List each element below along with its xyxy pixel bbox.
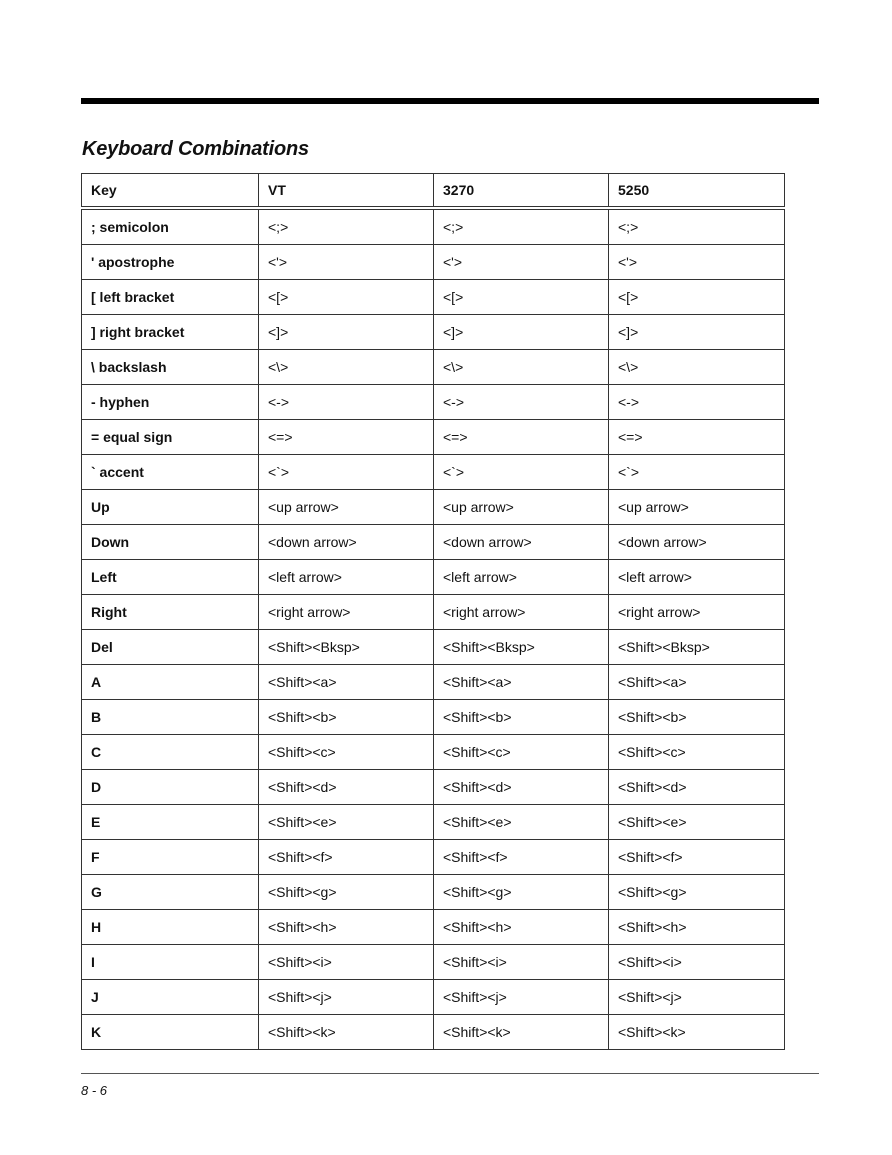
- cell-3270: <`>: [434, 455, 609, 490]
- cell-5250: <Shift><h>: [609, 910, 785, 945]
- key-cell: D: [82, 770, 259, 805]
- vt-cell: <right arrow>: [259, 595, 434, 630]
- vt-cell: <Shift><e>: [259, 805, 434, 840]
- vt-cell: <\>: [259, 350, 434, 385]
- vt-cell: <Shift><c>: [259, 735, 434, 770]
- cell-5250: <]>: [609, 315, 785, 350]
- key-cell: ` accent: [82, 455, 259, 490]
- cell-5250: <=>: [609, 420, 785, 455]
- page-number: 8 - 6: [81, 1083, 108, 1098]
- table-row: [82, 245, 785, 280]
- vt-cell: <[>: [259, 280, 434, 315]
- cell-5250: <Shift><g>: [609, 875, 785, 910]
- cell-3270: <'>: [434, 245, 609, 280]
- table-row: [82, 385, 785, 420]
- cell-5250: <Shift><j>: [609, 980, 785, 1015]
- cell-5250: <Shift><d>: [609, 770, 785, 805]
- cell-3270: <[>: [434, 280, 609, 315]
- vt-cell: <'>: [259, 245, 434, 280]
- cell-3270: <Shift><a>: [434, 665, 609, 700]
- cell-5250: <;>: [609, 208, 785, 245]
- key-cell: J: [82, 980, 259, 1015]
- key-cell: Up: [82, 490, 259, 525]
- table-row: [82, 315, 785, 350]
- table-row: [82, 560, 785, 595]
- vt-cell: <Shift><k>: [259, 1015, 434, 1050]
- cell-3270: <Shift><d>: [434, 770, 609, 805]
- cell-3270: <up arrow>: [434, 490, 609, 525]
- vt-cell: <Shift><d>: [259, 770, 434, 805]
- key-cell: Del: [82, 630, 259, 665]
- key-cell: G: [82, 875, 259, 910]
- cell-3270: <Shift><h>: [434, 910, 609, 945]
- vt-cell: <Shift><j>: [259, 980, 434, 1015]
- key-cell: A: [82, 665, 259, 700]
- key-cell: ' apostrophe: [82, 245, 259, 280]
- cell-3270: <;>: [434, 208, 609, 245]
- keyboard-combinations-table: [81, 173, 785, 1050]
- vt-cell: <Shift><g>: [259, 875, 434, 910]
- vt-cell: <Shift><Bksp>: [259, 630, 434, 665]
- vt-cell: <->: [259, 385, 434, 420]
- cell-5250: <Shift><Bksp>: [609, 630, 785, 665]
- table-row: [82, 595, 785, 630]
- table-row: [82, 280, 785, 315]
- cell-3270: <left arrow>: [434, 560, 609, 595]
- key-cell: K: [82, 1015, 259, 1050]
- table-row: [82, 770, 785, 805]
- vt-cell: <Shift><a>: [259, 665, 434, 700]
- cell-3270: <Shift><k>: [434, 1015, 609, 1050]
- table-row: [82, 875, 785, 910]
- vt-cell: <]>: [259, 315, 434, 350]
- top-rule: [81, 98, 819, 104]
- cell-5250: <right arrow>: [609, 595, 785, 630]
- vt-cell: <up arrow>: [259, 490, 434, 525]
- key-cell: C: [82, 735, 259, 770]
- key-cell: - hyphen: [82, 385, 259, 420]
- key-cell: ; semicolon: [82, 208, 259, 245]
- cell-5250: <up arrow>: [609, 490, 785, 525]
- cell-3270: <Shift><g>: [434, 875, 609, 910]
- cell-5250: <Shift><i>: [609, 945, 785, 980]
- key-cell: B: [82, 700, 259, 735]
- table-row: [82, 840, 785, 875]
- vt-cell: <Shift><b>: [259, 700, 434, 735]
- cell-3270: <Shift><f>: [434, 840, 609, 875]
- cell-3270: <Shift><Bksp>: [434, 630, 609, 665]
- table-row: [82, 350, 785, 385]
- cell-3270: <->: [434, 385, 609, 420]
- cell-3270: <]>: [434, 315, 609, 350]
- cell-5250: <Shift><b>: [609, 700, 785, 735]
- vt-cell: <left arrow>: [259, 560, 434, 595]
- table-row: [82, 455, 785, 490]
- key-cell: \ backslash: [82, 350, 259, 385]
- cell-3270: <\>: [434, 350, 609, 385]
- table-row: [82, 665, 785, 700]
- key-cell: Left: [82, 560, 259, 595]
- cell-3270: <Shift><i>: [434, 945, 609, 980]
- cell-5250: <left arrow>: [609, 560, 785, 595]
- key-cell: = equal sign: [82, 420, 259, 455]
- key-cell: H: [82, 910, 259, 945]
- vt-cell: <Shift><i>: [259, 945, 434, 980]
- cell-3270: <=>: [434, 420, 609, 455]
- cell-5250: <'>: [609, 245, 785, 280]
- header-5250: 5250: [609, 174, 785, 209]
- vt-cell: <down arrow>: [259, 525, 434, 560]
- cell-3270: <down arrow>: [434, 525, 609, 560]
- key-cell: F: [82, 840, 259, 875]
- cell-3270: <Shift><j>: [434, 980, 609, 1015]
- vt-cell: <Shift><h>: [259, 910, 434, 945]
- key-cell: ] right bracket: [82, 315, 259, 350]
- bottom-rule: [81, 1073, 819, 1074]
- cell-5250: <\>: [609, 350, 785, 385]
- table-header-row: [82, 174, 785, 209]
- table-row: [82, 1015, 785, 1050]
- header-key: Key: [82, 174, 259, 209]
- key-cell: [ left bracket: [82, 280, 259, 315]
- key-cell: Down: [82, 525, 259, 560]
- cell-5250: <[>: [609, 280, 785, 315]
- cell-3270: <right arrow>: [434, 595, 609, 630]
- cell-5250: <Shift><k>: [609, 1015, 785, 1050]
- section-title: Keyboard Combinations: [82, 138, 309, 160]
- table-row: [82, 420, 785, 455]
- table-row: [82, 630, 785, 665]
- vt-cell: <`>: [259, 455, 434, 490]
- table-row: [82, 208, 785, 245]
- cell-5250: <->: [609, 385, 785, 420]
- cell-5250: <down arrow>: [609, 525, 785, 560]
- table-row: [82, 910, 785, 945]
- cell-3270: <Shift><c>: [434, 735, 609, 770]
- cell-5250: <Shift><a>: [609, 665, 785, 700]
- header-vt: VT: [259, 174, 434, 209]
- table-row: [82, 805, 785, 840]
- vt-cell: <=>: [259, 420, 434, 455]
- cell-3270: <Shift><b>: [434, 700, 609, 735]
- cell-5250: <`>: [609, 455, 785, 490]
- table-row: [82, 735, 785, 770]
- key-cell: E: [82, 805, 259, 840]
- cell-5250: <Shift><c>: [609, 735, 785, 770]
- key-cell: I: [82, 945, 259, 980]
- table-row: [82, 490, 785, 525]
- header-3270: 3270: [434, 174, 609, 209]
- vt-cell: <Shift><f>: [259, 840, 434, 875]
- table-row: [82, 700, 785, 735]
- table-row: [82, 525, 785, 560]
- cell-3270: <Shift><e>: [434, 805, 609, 840]
- vt-cell: <;>: [259, 208, 434, 245]
- table-row: [82, 980, 785, 1015]
- cell-5250: <Shift><f>: [609, 840, 785, 875]
- key-cell: Right: [82, 595, 259, 630]
- table-row: [82, 945, 785, 980]
- cell-5250: <Shift><e>: [609, 805, 785, 840]
